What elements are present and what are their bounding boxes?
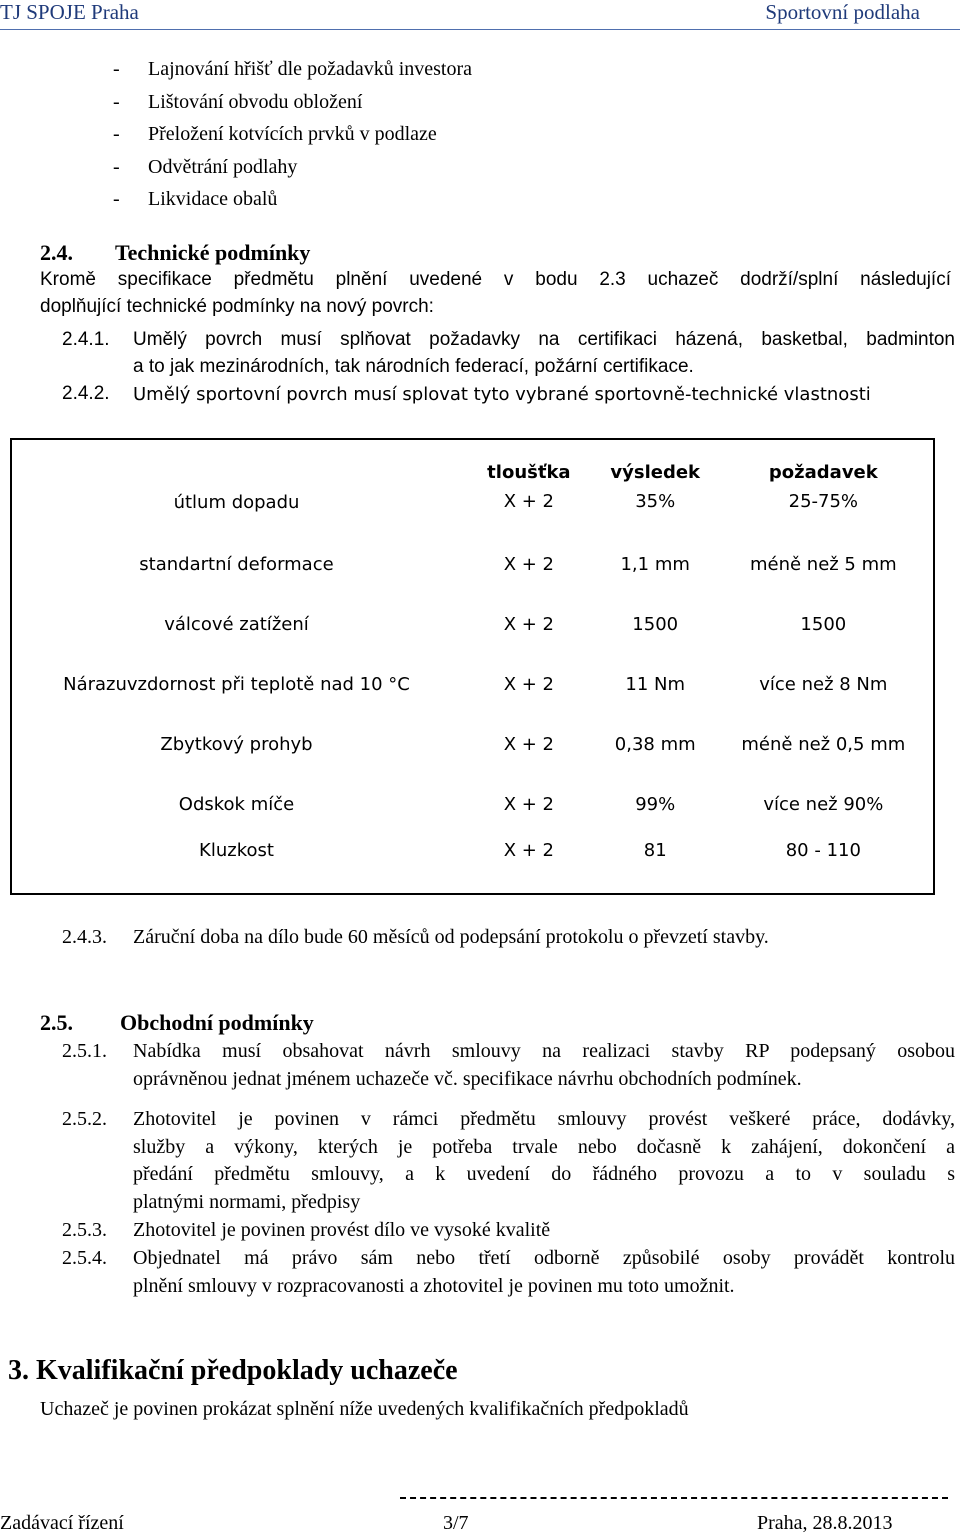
section-number: 2.4. (40, 240, 73, 265)
table-row (11, 774, 934, 834)
table-cell-thickness: X + 2 (503, 613, 555, 635)
section-intro-line: doplňující technické podmínky na nový povrch: (40, 296, 434, 317)
item-text: Nabídka musí obsahovat návrh smlouvy na realizaci stavby RP podepsaný osobou (133, 1040, 955, 1062)
table-cell-requirement (714, 439, 934, 534)
value-thickness: X + 2 (503, 491, 555, 512)
bullet-item: Lajnování hřišť dle požadavků investora (148, 58, 473, 80)
item-text: Objednatel má právo sám nebo třetí odborně způsobilé osoby provádět kontrolu (133, 1247, 955, 1269)
item-text: oprávněnou jednat jménem uchazeče vč. specifikace návrhu obchodních podmínek. (133, 1068, 802, 1090)
bullet-item: Lištování obvodu obložení (148, 91, 363, 113)
item-text: Umělý sportovní povrch musí splovat tyto vybrané sportovně-technické vlastnosti (133, 384, 871, 405)
item-text: Zhotovitel je povinen provést dílo ve vysoké kvalitě (133, 1219, 551, 1241)
bullet-item: Likvidace obalů (148, 188, 278, 210)
table-cell-property: Odskok míče (178, 793, 295, 815)
table-cell-result: 0,38 mm (614, 733, 696, 755)
table-cell-property: Zbytkový prohyb (160, 733, 313, 755)
section-title: Obchodní podmínky (120, 1010, 314, 1035)
footer-left: Zadávací řízení (0, 1512, 124, 1534)
item-text: předání předmětu smlouvy, a k uvedení do řádného provozu a to v souladu s (133, 1163, 955, 1185)
item-number: 2.4.2. (62, 383, 110, 404)
table-cell-property: standartní deformace (139, 553, 334, 575)
page-number: 3/7 (443, 1512, 469, 1534)
footer-divider (400, 1497, 948, 1499)
footer-right: Praha, 28.8.2013 (757, 1512, 893, 1534)
bullet-dash: - (113, 156, 120, 178)
table-cell-requirement: více než 90% (763, 793, 884, 815)
table-cell-thickness: X + 2 (503, 793, 555, 815)
table-cell-property: Kluzkost (199, 840, 274, 861)
table-row (11, 654, 934, 714)
item-text: platnými normami, předpisy (133, 1191, 361, 1213)
table-row (11, 439, 934, 534)
bullet-dash: - (113, 58, 120, 80)
chapter-text: Uchazeč je povinen prokázat splnění níže uvedených kvalifikačních předpokladů (40, 1398, 689, 1420)
table-cell-requirement: méně než 0,5 mm (741, 733, 906, 755)
bullet-dash: - (113, 91, 120, 113)
table-cell-thickness: X + 2 (503, 733, 555, 755)
section-number: 2.5. (40, 1010, 73, 1035)
item-text: plnění smlouvy v rozpracovanosti a zhotovitel je povinen mu toto umožnit. (133, 1275, 735, 1297)
value-requirement: 25-75% (788, 491, 859, 512)
table-row (11, 594, 934, 654)
table-cell-requirement: 1500 (800, 613, 847, 635)
bullet-item: Odvětrání podlahy (148, 156, 298, 178)
bullet-dash: - (113, 123, 120, 145)
table-cell-requirement: více než 8 Nm (759, 673, 888, 695)
item-number: 2.4.3. (62, 926, 107, 948)
table-row (11, 834, 934, 894)
table-cell-thickness (461, 439, 597, 534)
item-text: a to jak mezinárodních, tak národních federací, požární certifikace. (133, 356, 694, 377)
item-text: Záruční doba na dílo bude 60 měsíců od podepsání protokolu o převzetí stavby. (133, 926, 769, 948)
item-number: 2.4.1. (62, 329, 110, 350)
header-divider (0, 29, 960, 30)
table-cell-requirement: 80 - 110 (785, 840, 861, 861)
item-text: služby a výkony, kterých je potřeba trvale nebo dočasně k zahájení, dokončení a (133, 1136, 955, 1158)
bullet-item: Přeložení kotvících prvků v podlaze (148, 123, 437, 145)
table-cell-requirement: méně než 5 mm (749, 553, 897, 575)
item-text: Umělý povrch musí splňovat požadavky na certifikaci házená, basketbal, badminton (133, 329, 955, 350)
table-cell-thickness: X + 2 (503, 840, 555, 861)
header-right: Sportovní podlaha (765, 0, 920, 24)
table-cell-thickness: X + 2 (503, 673, 555, 695)
section-title: Technické podmínky (115, 240, 311, 265)
bullet-dash: - (113, 188, 120, 210)
item-number: 2.5.4. (62, 1247, 107, 1269)
table-cell-result (597, 439, 714, 534)
item-number: 2.5.2. (62, 1108, 107, 1130)
chapter-title: 3. Kvalifikační předpoklady uchazeče (8, 1355, 458, 1386)
table-row (11, 534, 934, 594)
table-cell-result: 99% (635, 793, 676, 815)
table-cell-result: 81 (643, 840, 667, 861)
table-cell-property: Nárazuvzdornost při teplotě nad 10 °C (63, 673, 410, 695)
table-cell-result: 1500 (632, 613, 679, 635)
table-cell-property: útlum dopadu (173, 491, 300, 513)
section-intro-line: Kromě specifikace předmětu plnění uvedené v bodu 2.3 uchazeč dodrží/splní následující (40, 269, 951, 290)
table-row (11, 714, 934, 774)
table-cell-thickness: X + 2 (503, 553, 555, 575)
table-cell-property: válcové zatížení (164, 613, 309, 635)
table-cell-result: 11 Nm (625, 673, 686, 695)
spec-table (10, 438, 935, 895)
header-result: výsledek (610, 462, 701, 483)
item-number: 2.5.3. (62, 1219, 107, 1241)
header-left: TJ SPOJE Praha (0, 0, 139, 24)
value-result: 35% (635, 491, 676, 512)
item-text: Zhotovitel je povinen v rámci předmětu smlouvy provést veškeré práce, dodávky, (133, 1108, 955, 1130)
item-number: 2.5.1. (62, 1040, 107, 1062)
header-requirement: požadavek (768, 462, 878, 483)
header-thickness: tloušťka (487, 462, 571, 483)
table-cell-result: 1,1 mm (620, 553, 690, 575)
